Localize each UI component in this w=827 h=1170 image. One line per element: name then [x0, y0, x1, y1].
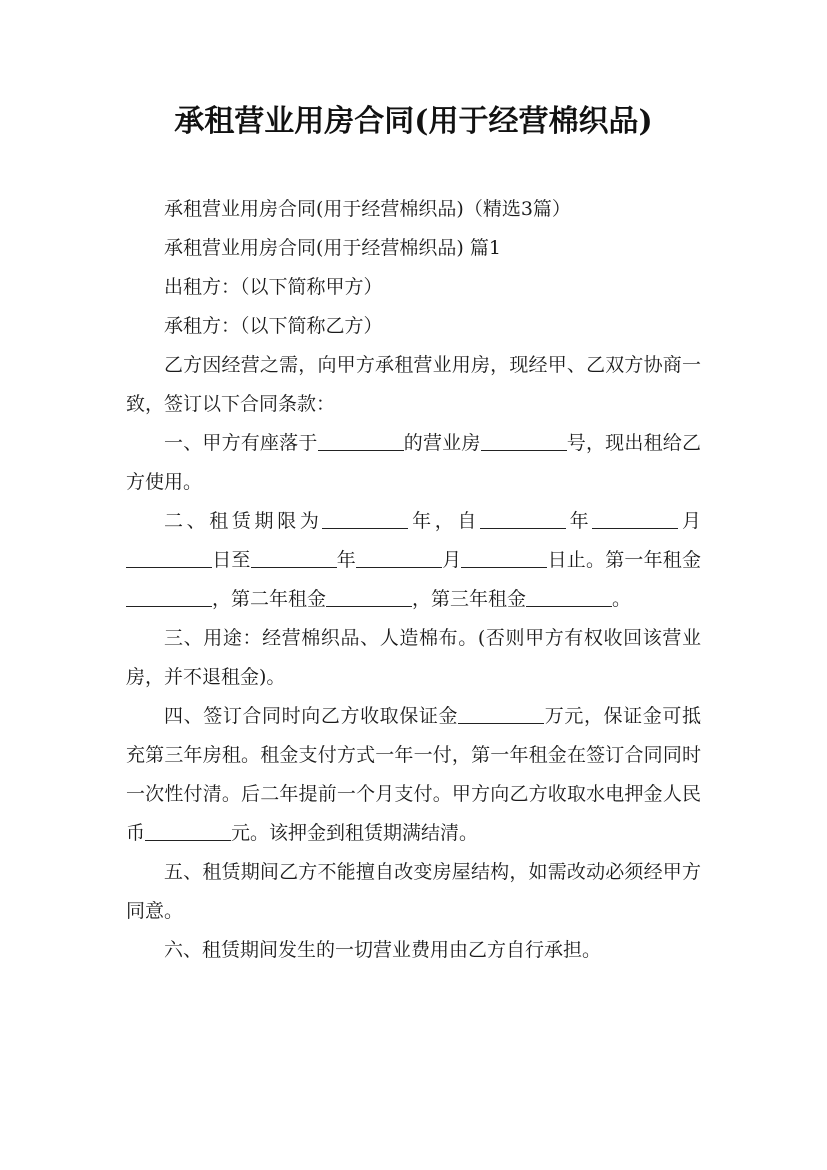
clause-1-text-b: 的营业房 — [403, 432, 481, 454]
fill-blank — [356, 549, 442, 568]
clause-2-text-h: 日止。第一年租金 — [547, 549, 701, 571]
intro-paragraph: 乙方因经营之需，向甲方承租营业用房，现经甲、乙双方协商一致，签订以下合同条款： — [126, 354, 701, 415]
clause-2-text-j: ，第三年租金 — [412, 588, 527, 610]
clause-2-text-c: 年 — [566, 510, 593, 532]
lessee-line: 承租方：（以下简称乙方） — [164, 315, 383, 337]
fill-blank — [145, 822, 231, 841]
clause-1-text-a: 一、甲方有座落于 — [164, 432, 318, 454]
clause-4-text-c: 元。该押金到租赁期满结清。 — [231, 822, 479, 844]
clause-1 — [126, 424, 701, 502]
fill-blank — [461, 549, 547, 568]
clause-2 — [126, 502, 701, 619]
clause-4-text-a: 四、签订合同时向乙方收取保证金 — [164, 705, 459, 727]
clause-2-text-i: ，第二年租金 — [212, 588, 327, 610]
lessor-line: 出租方：（以下简称甲方） — [164, 276, 383, 298]
fill-blank — [526, 588, 612, 607]
clause-2-text-g: 月 — [442, 549, 462, 571]
fill-blank — [126, 549, 212, 568]
fill-blank — [326, 588, 412, 607]
fill-blank — [318, 432, 404, 451]
fill-blank — [481, 432, 567, 451]
clause-3: 三、用途：经营棉织品、人造棉布。(否则甲方有权收回该营业房，并不退租金)。 — [126, 627, 701, 688]
clause-6: 六、租赁期间发生的一切营业费用由乙方自行承担。 — [164, 939, 602, 961]
clause-2-text-a: 二、租赁期限为 — [164, 510, 323, 532]
clause-2-text-e: 日至 — [212, 549, 251, 571]
document-body — [126, 190, 701, 970]
fill-blank — [458, 705, 544, 724]
fill-blank — [126, 588, 212, 607]
fill-blank — [592, 510, 678, 529]
clause-2-text-d: 月 — [678, 510, 701, 532]
document-title: 承租营业用房合同(用于经营棉织品) — [174, 104, 653, 139]
clause-5: 五、租赁期间乙方不能擅自改变房屋结构，如需改动必须经甲方同意。 — [126, 861, 701, 922]
fill-blank — [480, 510, 566, 529]
clause-4 — [126, 697, 701, 853]
clause-2-text-f: 年 — [336, 549, 356, 571]
fill-blank — [322, 510, 408, 529]
clause-1-text-c: 号，现出租给乙方使用。 — [126, 432, 701, 493]
part-heading: 承租营业用房合同(用于经营棉织品) 篇1 — [164, 237, 501, 259]
document-subtitle: 承租营业用房合同(用于经营棉织品)（精选3篇） — [164, 198, 571, 220]
clause-4-text-b: 万元，保证金可抵充第三年房租。租金支付方式一年一付，第一年租金在签订合同同时一次性付清。后二年提前一个月支付。甲方向乙方收取水电押金人民币 — [126, 705, 701, 844]
clause-2-text-b: 年，自 — [408, 510, 481, 532]
clause-2-text-k: 。 — [612, 588, 632, 610]
fill-blank — [251, 549, 337, 568]
